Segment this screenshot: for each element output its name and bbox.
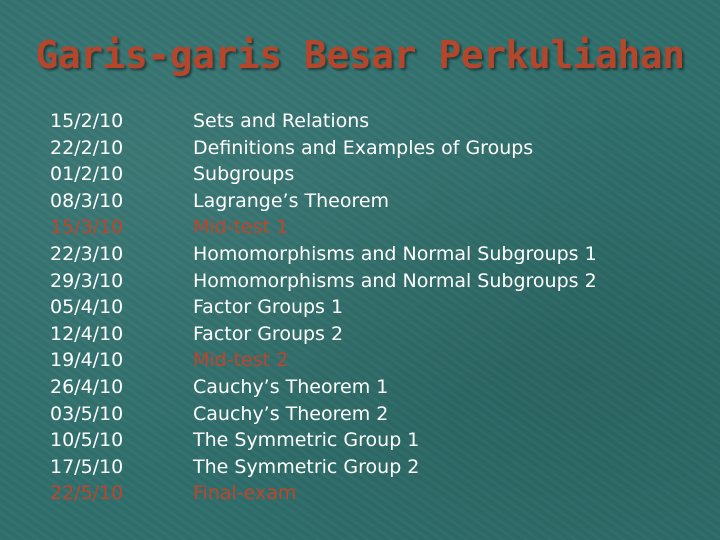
schedule-date: 05/4/10 bbox=[50, 296, 124, 319]
schedule-topic: Cauchy’s Theorem 2 bbox=[193, 402, 389, 425]
schedule-date: 08/3/10 bbox=[50, 189, 124, 212]
schedule-date: 03/5/10 bbox=[50, 402, 124, 425]
schedule-date: 22/3/10 bbox=[50, 242, 124, 265]
schedule-date: 15/2/10 bbox=[50, 110, 124, 132]
schedule-topic: Homomorphisms and Normal Subgroups 1 bbox=[193, 242, 597, 265]
schedule-topic: Sets and Relations bbox=[193, 110, 370, 132]
schedule-date: 01/2/10 bbox=[50, 163, 124, 186]
schedule-topic: Lagrange’s Theorem bbox=[193, 189, 390, 212]
slide-title: Garis-garis Besar Perkuliahan bbox=[35, 33, 685, 77]
schedule-topic: Homomorphisms and Normal Subgroups 2 bbox=[193, 269, 597, 292]
schedule-date: 22/2/10 bbox=[50, 136, 124, 159]
schedule-date: 29/3/10 bbox=[50, 269, 124, 292]
schedule-date: 10/5/10 bbox=[50, 429, 124, 452]
schedule-topic: The Symmetric Group 1 bbox=[193, 429, 420, 452]
date-column bbox=[50, 108, 123, 507]
schedule-date: 19/4/10 bbox=[50, 349, 124, 372]
schedule-topic: The Symmetric Group 2 bbox=[193, 455, 420, 478]
schedule-topic: Definitions and Examples of Groups bbox=[193, 136, 534, 159]
schedule-date: 12/4/10 bbox=[50, 322, 124, 345]
schedule-date-highlighted: 15/3/10 bbox=[50, 216, 124, 239]
schedule-topic: Factor Groups 1 bbox=[193, 296, 344, 319]
schedule-topic-highlighted: Mid-test 2 bbox=[193, 349, 289, 372]
schedule-date-highlighted: 22/5/10 bbox=[50, 482, 124, 505]
schedule-topic: Cauchy’s Theorem 1 bbox=[193, 375, 389, 398]
schedule-date: 17/5/10 bbox=[50, 455, 124, 478]
topic-column bbox=[193, 108, 597, 507]
schedule-topic: Factor Groups 2 bbox=[193, 322, 344, 345]
schedule-topic-highlighted: Mid-test 1 bbox=[193, 216, 289, 239]
schedule-topic: Subgroups bbox=[193, 163, 295, 186]
schedule-date: 26/4/10 bbox=[50, 375, 124, 398]
schedule-topic-highlighted: Final-exam bbox=[193, 482, 297, 505]
